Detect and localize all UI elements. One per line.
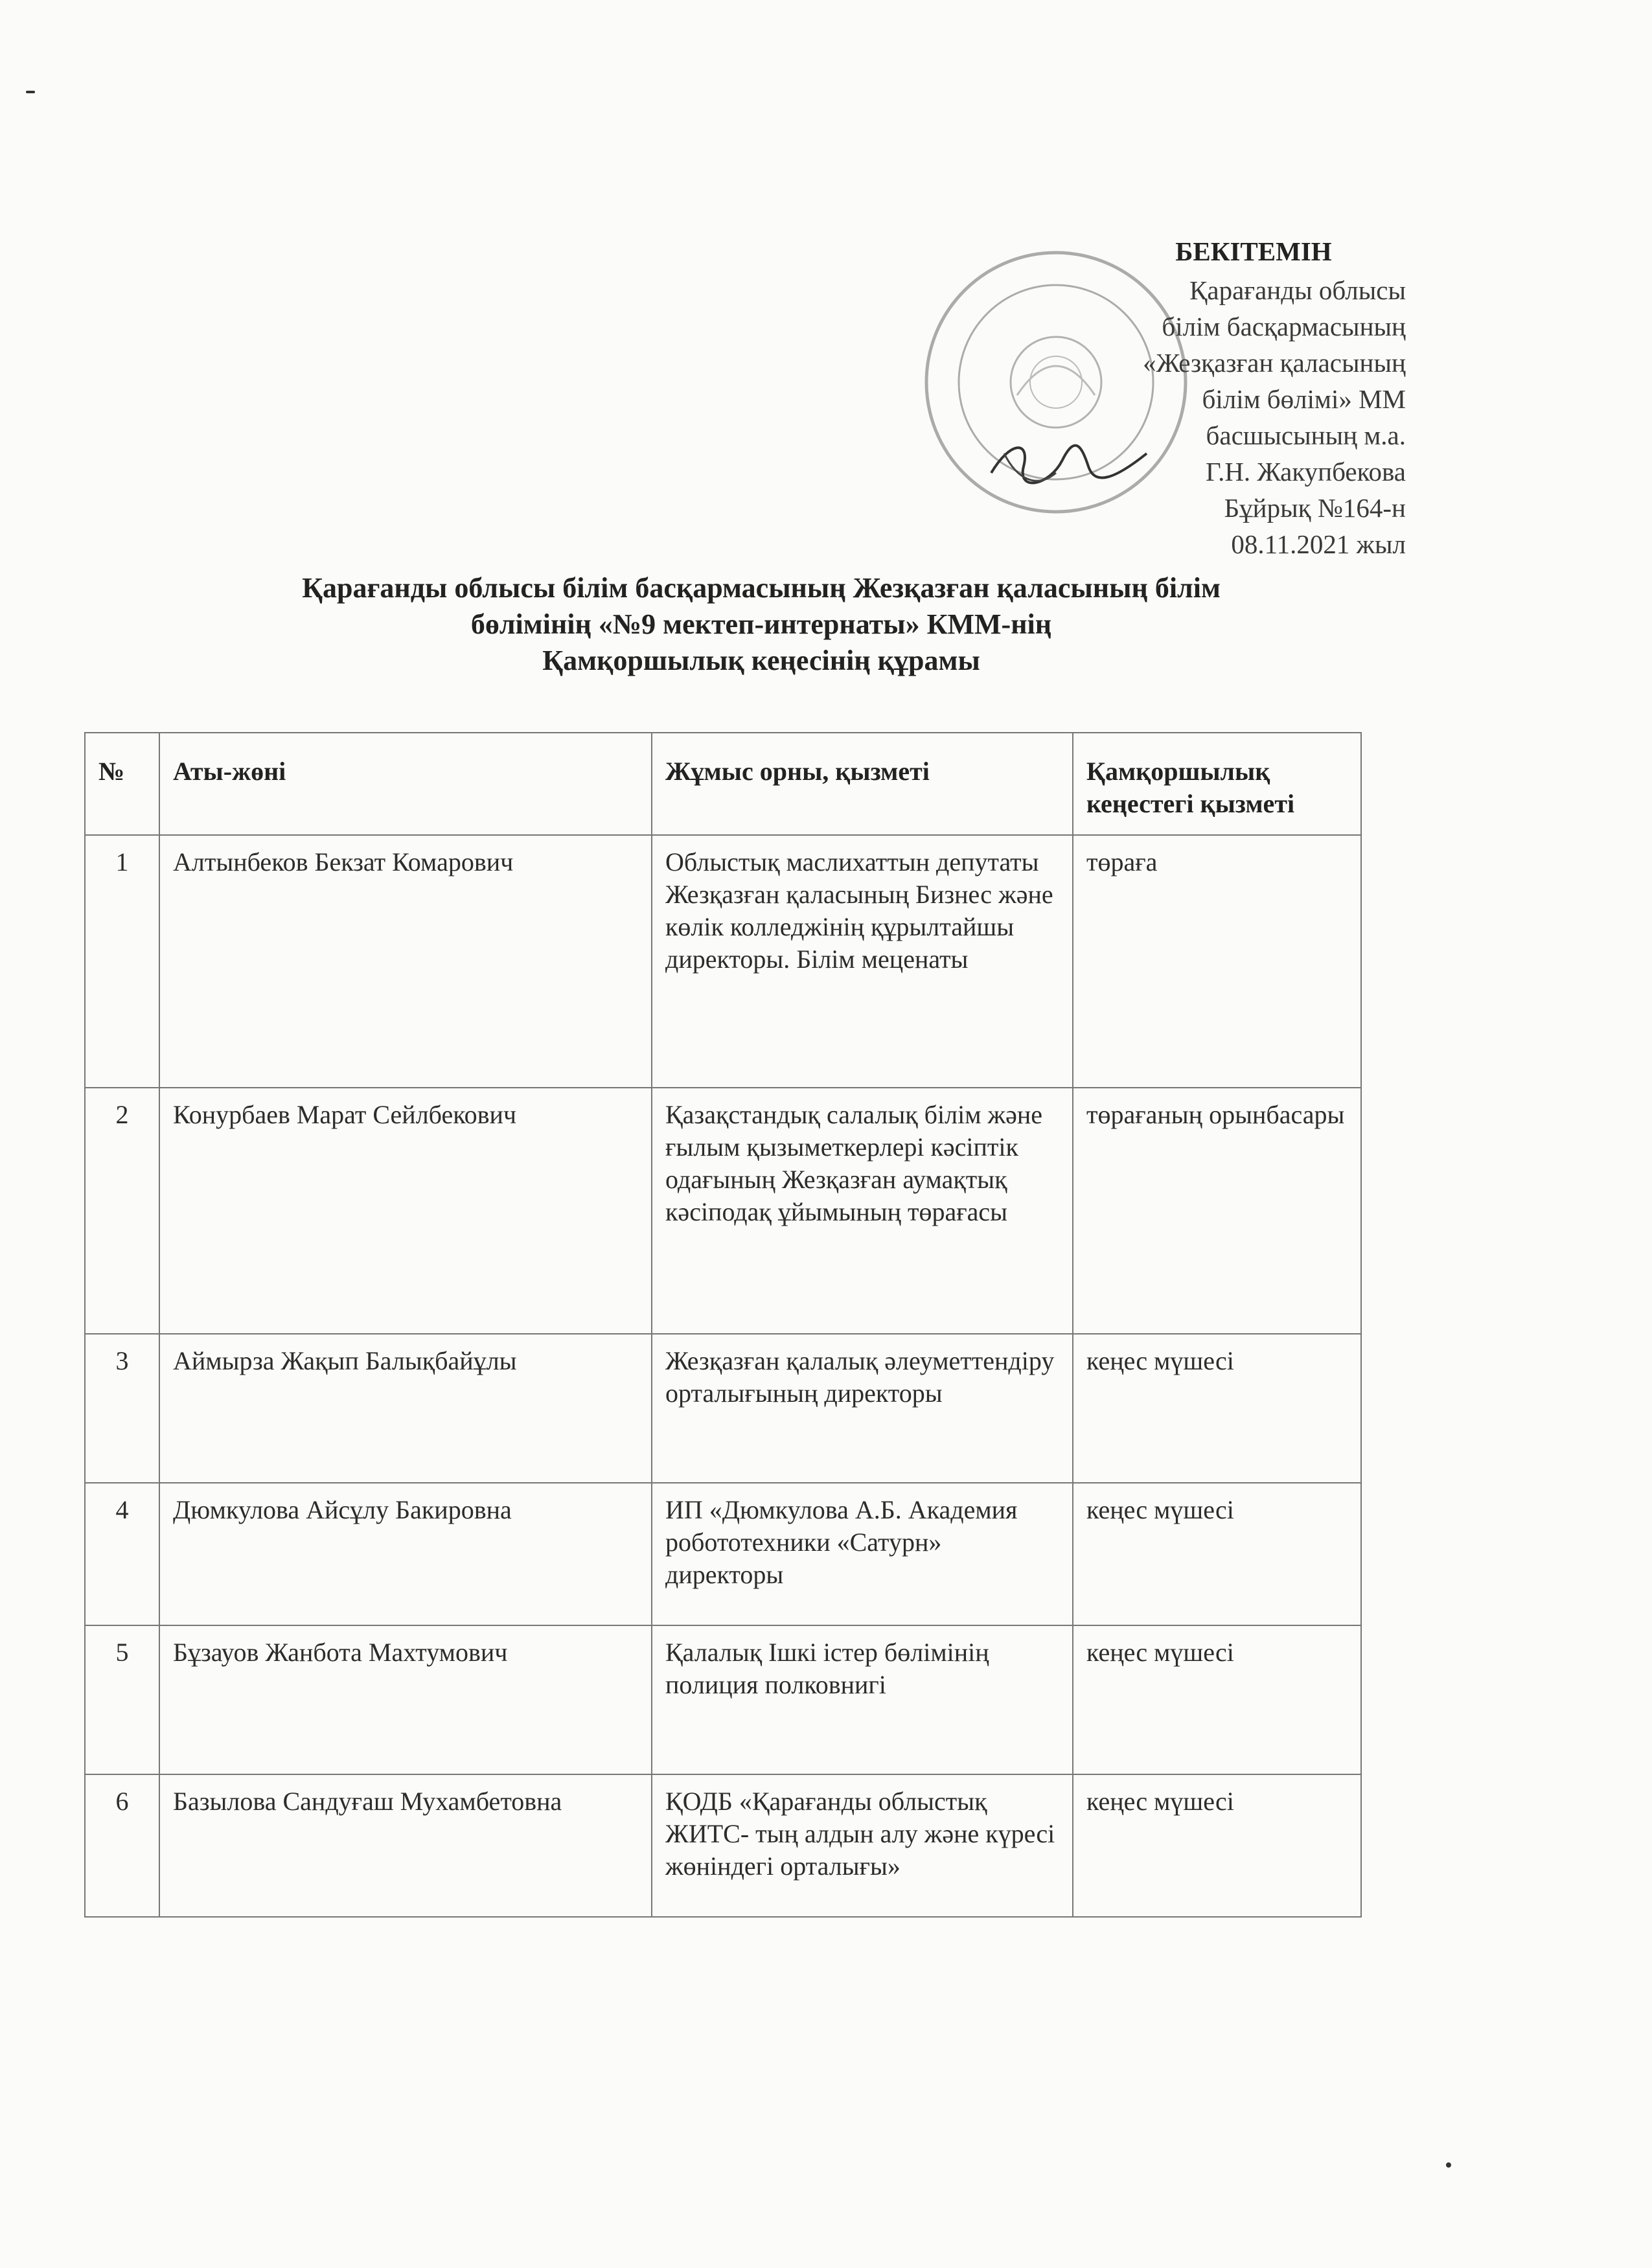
approval-line: 08.11.2021 жыл [1231,529,1406,559]
table-row [85,1774,1361,1917]
title-line: бөлімінің «№9 мектеп-интернаты» КММ-нің [470,608,1052,640]
approval-heading: БЕКІТЕМІН [1175,236,1332,266]
header-workplace: Жұмыс орны, қызметі [652,733,1073,835]
member-name: Аймырза Жақып Балықбайұлы [159,1334,652,1483]
header-name: Аты-жөні [159,733,652,835]
member-workplace: Қалалық Ішкі істер бөлімінің полиция полковнигі [652,1625,1073,1774]
member-name: Алтынбеков Бекзат Комарович [159,835,652,1088]
approval-line: Бұйрық №164-н [1224,493,1406,523]
row-number: 5 [85,1625,159,1774]
member-workplace: Жезқазған қалалық әлеуметтендіру орталығының директоры [652,1334,1073,1483]
member-role: төрағаның орынбасары [1073,1088,1361,1334]
member-name: Бұзауов Жанбота Махтумович [159,1625,652,1774]
table-row [85,1334,1361,1483]
member-workplace: Облыстық маслихаттын депутаты Жезқазған қаласының Бизнес және көлік колледжінің құрылтайшы директоры. Білім меценаты [652,835,1073,1088]
scan-speck [1446,2162,1451,2168]
table-header-row [85,733,1361,835]
member-role: кеңес мүшесі [1073,1334,1361,1483]
approval-line: басшысының м.а. [1206,420,1406,450]
scan-speck [26,91,35,93]
board-members-table [84,732,1362,1918]
table-row [85,835,1361,1088]
row-number: 1 [85,835,159,1088]
header-number: № [85,733,159,835]
row-number: 4 [85,1483,159,1625]
header-board-role: Қамқоршылық кеңестегі қызметі [1073,733,1361,835]
row-number: 6 [85,1774,159,1917]
approval-block [1043,233,1406,562]
approval-line: Қарағанды облысы [1189,275,1406,305]
member-role: кеңес мүшесі [1073,1774,1361,1917]
member-workplace: ҚОДБ «Қарағанды облыстық ЖИТС- тың алдын алу және күресі жөніндегі орталығы» [652,1774,1073,1917]
row-number: 3 [85,1334,159,1483]
approval-line: «Жезқазған қаласының [1143,348,1406,378]
table-row [85,1088,1361,1334]
member-workplace: ИП «Дюмкулова А.Б. Академия робототехники «Сатурн» директоры [652,1483,1073,1625]
table-row [85,1625,1361,1774]
approval-line: білім басқармасының [1162,312,1406,341]
member-workplace: Қазақстандық салалық білім және ғылым қызыметкерлері кәсіптік одағының Жезқазған аумақтық кәсіподақ ұйымының төрағасы [652,1088,1073,1334]
approval-line: білім бөлімі» ММ [1202,384,1406,414]
table-row [85,1483,1361,1625]
member-name: Конурбаев Марат Сейлбекович [159,1088,652,1334]
member-role: кеңес мүшесі [1073,1483,1361,1625]
member-role: кеңес мүшесі [1073,1625,1361,1774]
row-number: 2 [85,1088,159,1334]
member-role: төраға [1073,835,1361,1088]
title-line: Қамқоршылық кеңесінің құрамы [542,645,980,676]
approval-line: Г.Н. Жакупбекова [1205,457,1406,487]
member-name: Базылова Сандуғаш Мухамбетовна [159,1774,652,1917]
title-line: Қарағанды облысы білім басқармасының Жезқазған қаласының білім [302,572,1221,604]
member-name: Дюмкулова Айсұлу Бакировна [159,1483,652,1625]
document-title [130,570,1393,679]
